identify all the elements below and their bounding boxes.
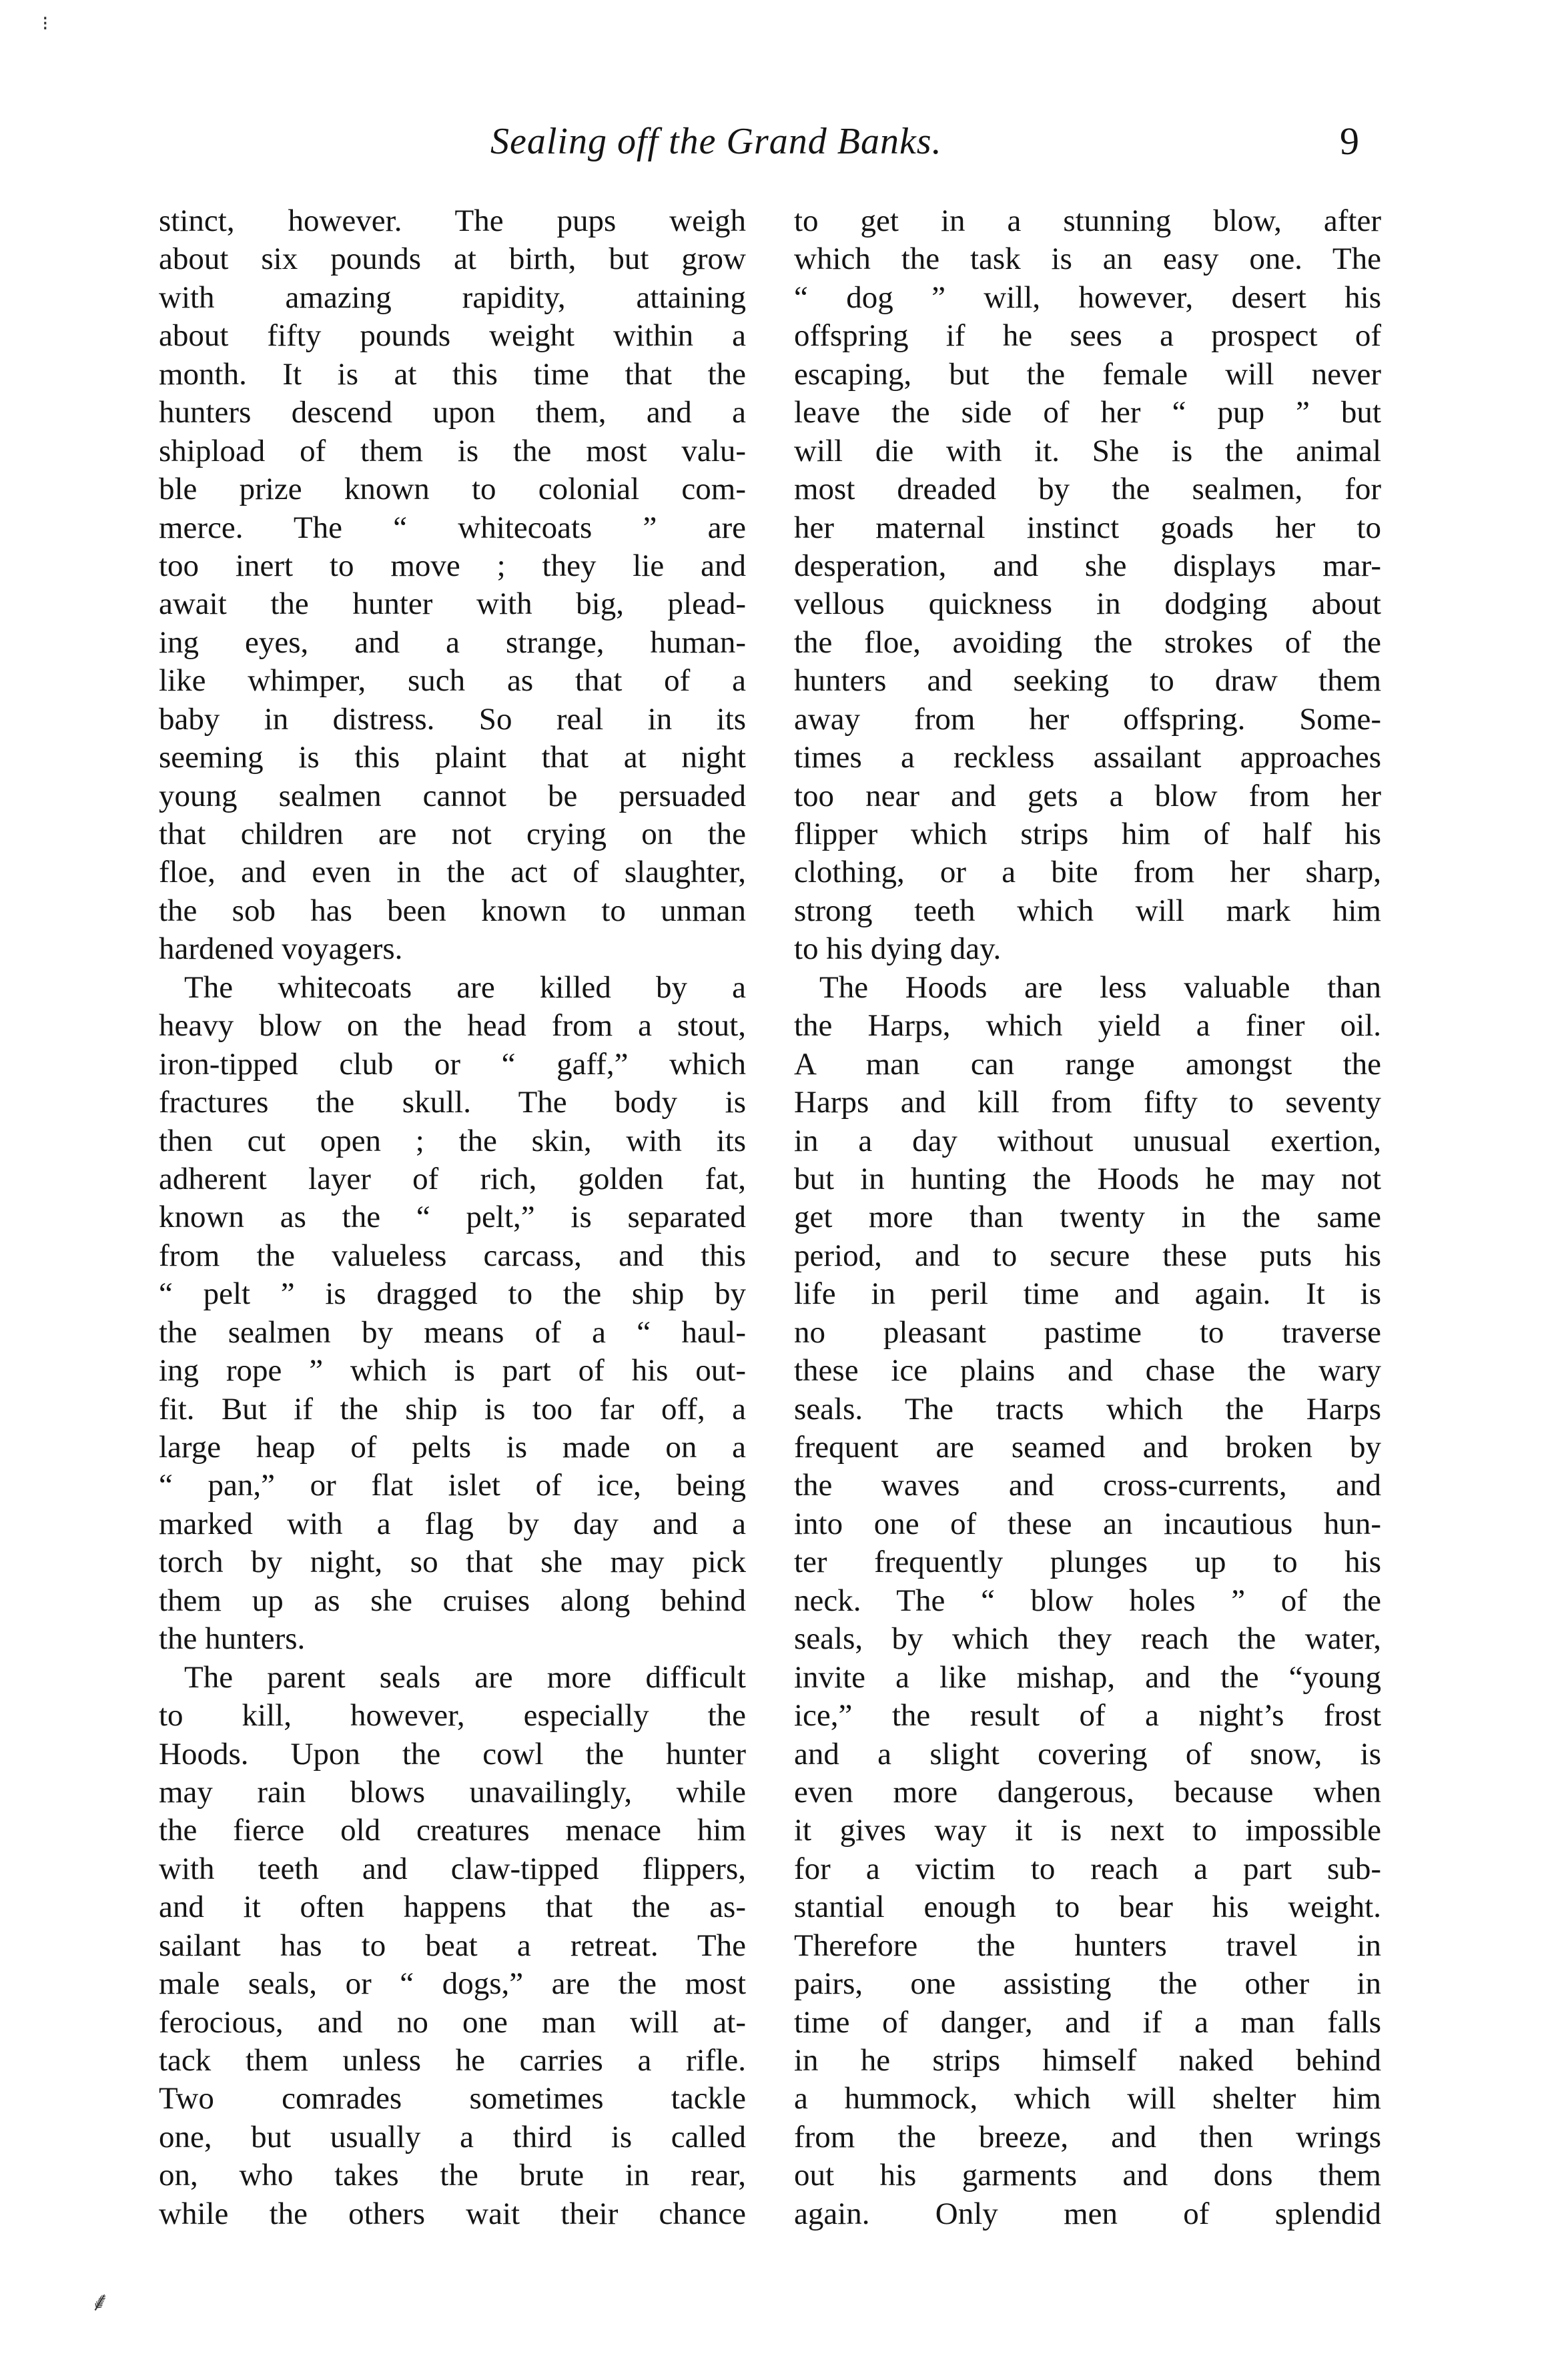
- text-line: and a slight covering of snow, is: [794, 1736, 1381, 1771]
- text-line: one, but usually a third is called: [159, 2119, 746, 2154]
- text-line: A man can range amongst the: [794, 1046, 1381, 1082]
- text-line: tack them unless he carries a rifle.: [159, 2043, 746, 2078]
- text-line: will die with it. She is the animal: [794, 433, 1381, 468]
- text-line: and it often happens that the as-: [159, 1890, 746, 1925]
- text-line: most dreaded by the sealmen, for: [794, 472, 1381, 507]
- text-line: adherent layer of rich, golden fat,: [159, 1161, 746, 1196]
- text-line: seals, by which they reach the water,: [794, 1621, 1381, 1657]
- text-line: Therefore the hunters travel in: [794, 1928, 1381, 1963]
- text-line: large heap of pelts is made on a: [159, 1430, 746, 1465]
- text-line: invite a like mishap, and the “young: [794, 1659, 1381, 1695]
- text-line: escaping, but the female will never: [794, 356, 1381, 392]
- text-line: it gives way it is next to impossible: [794, 1813, 1381, 1848]
- text-line: heavy blow on the head from a stout,: [159, 1008, 746, 1044]
- page-number: 9: [1340, 119, 1359, 163]
- text-line: floe, and even in the act of slaughter,: [159, 855, 746, 890]
- text-line: The parent seals are more difficult: [184, 1659, 746, 1695]
- page-header: [0, 115, 1552, 175]
- text-line: marked with a flag by day and a: [159, 1506, 746, 1541]
- text-line: stantial enough to bear his weight.: [794, 1890, 1381, 1925]
- text-line: with teeth and claw-tipped flippers,: [159, 1851, 746, 1886]
- text-line: too near and gets a blow from her: [794, 778, 1381, 813]
- text-line: “ pan,” or flat islet of ice, being: [159, 1468, 746, 1503]
- text-line: pairs, one assisting the other in: [794, 1966, 1381, 2002]
- text-line: flipper which strips him of half his: [794, 817, 1381, 851]
- text-line: iron-tipped club or “ gaff,” which: [159, 1046, 746, 1082]
- text-line: seeming is this plaint that at night: [159, 740, 746, 775]
- text-line: vellous quickness in dodging about: [794, 586, 1381, 622]
- text-line: in a day without unusual exertion,: [794, 1123, 1381, 1158]
- text-line: to his dying day.: [794, 931, 1002, 967]
- text-line: offspring if he sees a prospect of: [794, 318, 1381, 354]
- text-line: for a victim to reach a part sub-: [794, 1851, 1381, 1886]
- text-line: away from her offspring. Some-: [794, 701, 1381, 737]
- text-line: seals. The tracts which the Harps: [794, 1391, 1381, 1427]
- text-line: hunters and seeking to draw them: [794, 663, 1381, 699]
- text-line: baby in distress. So real in its: [159, 701, 746, 737]
- text-line: young sealmen cannot be persuaded: [159, 778, 746, 813]
- text-line: Harps and kill from fifty to seventy: [794, 1085, 1381, 1120]
- text-line: period, and to secure these puts his: [794, 1238, 1381, 1273]
- text-line: too inert to move ; they lie and: [159, 548, 746, 583]
- text-line: a hummock, which will shelter him: [794, 2081, 1381, 2116]
- text-line: hardened voyagers.: [159, 931, 403, 967]
- text-line: from the valueless carcass, and this: [159, 1238, 746, 1273]
- text-line: stinct, however. The pups weigh: [159, 204, 746, 238]
- text-line: month. It is at this time that the: [159, 356, 746, 392]
- text-line: these ice plains and chase the wary: [794, 1353, 1381, 1389]
- text-line: fit. But if the ship is too far off, a: [159, 1391, 746, 1427]
- right-text-column: [794, 202, 1381, 2233]
- text-line: that children are not crying on the: [159, 817, 746, 851]
- text-line: but in hunting the Hoods he may not: [794, 1161, 1381, 1196]
- text-line: The whitecoats are killed by a: [184, 969, 746, 1005]
- text-line: ble prize known to colonial com-: [159, 472, 746, 507]
- text-line: await the hunter with big, plead-: [159, 586, 746, 622]
- text-line: “ pelt ” is dragged to the ship by: [159, 1276, 746, 1312]
- text-line: ferocious, and no one man will at-: [159, 2004, 746, 2040]
- text-line: the waves and cross-currents, and: [794, 1468, 1381, 1503]
- text-line: ing rope ” which is part of his out-: [159, 1353, 746, 1389]
- text-line: desperation, and she displays mar-: [794, 548, 1381, 583]
- text-line: may rain blows unavailingly, while: [159, 1774, 746, 1810]
- margin-mark-top: ⁝: [42, 12, 49, 35]
- text-line: times a reckless assailant approaches: [794, 740, 1381, 775]
- text-line: fractures the skull. The body is: [159, 1085, 746, 1120]
- text-line: on, who takes the brute in rear,: [159, 2158, 746, 2193]
- text-line: her maternal instinct goads her to: [794, 510, 1381, 545]
- text-line: while the others wait their chance: [159, 2196, 746, 2231]
- text-line: leave the side of her “ pup ” but: [794, 395, 1381, 430]
- text-line: about fifty pounds weight within a: [159, 318, 746, 354]
- text-line: out his garments and dons them: [794, 2158, 1381, 2193]
- text-line: strong teeth which will mark him: [794, 893, 1381, 928]
- text-line: the sob has been known to unman: [159, 893, 746, 928]
- text-line: neck. The “ blow holes ” of the: [794, 1583, 1381, 1618]
- text-line: merce. The “ whitecoats ” are: [159, 510, 746, 545]
- text-line: ice,” the result of a night’s frost: [794, 1698, 1381, 1733]
- text-line: the floe, avoiding the strokes of the: [794, 625, 1381, 660]
- text-line: male seals, or “ dogs,” are the most: [159, 1966, 746, 2002]
- text-line: even more dangerous, because when: [794, 1774, 1381, 1810]
- left-text-column: [159, 202, 746, 2233]
- text-line: the sealmen by means of a “ haul-: [159, 1314, 746, 1350]
- text-line: The Hoods are less valuable than: [819, 969, 1381, 1005]
- text-line: into one of these an incautious hun-: [794, 1506, 1381, 1541]
- text-line: to kill, however, especially the: [159, 1698, 746, 1733]
- text-line: time of danger, and if a man falls: [794, 2004, 1381, 2040]
- text-line: about six pounds at birth, but grow: [159, 242, 746, 277]
- text-line: from the breeze, and then wrings: [794, 2119, 1381, 2154]
- text-line: ter frequently plunges up to his: [794, 1545, 1381, 1580]
- text-line: Two comrades sometimes tackle: [159, 2081, 746, 2116]
- text-line: then cut open ; the skin, with its: [159, 1123, 746, 1158]
- text-line: sailant has to beat a retreat. The: [159, 1928, 746, 1963]
- text-line: Hoods. Upon the cowl the hunter: [159, 1736, 746, 1771]
- text-line: get more than twenty in the same: [794, 1200, 1381, 1235]
- text-line: again. Only men of splendid: [794, 2196, 1381, 2231]
- text-line: no pleasant pastime to traverse: [794, 1314, 1381, 1350]
- text-line: shipload of them is the most valu-: [159, 433, 746, 468]
- text-line: known as the “ pelt,” is separated: [159, 1200, 746, 1235]
- text-line: clothing, or a bite from her sharp,: [794, 855, 1381, 890]
- text-line: frequent are seamed and broken by: [794, 1430, 1381, 1465]
- text-line: hunters descend upon them, and a: [159, 395, 746, 430]
- text-line: like whimper, such as that of a: [159, 663, 746, 699]
- text-line: them up as she cruises along behind: [159, 1583, 746, 1618]
- text-line: the hunters.: [159, 1621, 306, 1657]
- text-line: the Harps, which yield a finer oil.: [794, 1008, 1381, 1044]
- text-line: in he strips himself naked behind: [794, 2043, 1381, 2078]
- text-line: to get in a stunning blow, after: [794, 204, 1381, 238]
- text-line: life in peril time and again. It is: [794, 1276, 1381, 1312]
- text-line: ing eyes, and a strange, human-: [159, 625, 746, 660]
- running-title: Sealing off the Grand Banks.: [490, 121, 942, 162]
- text-line: which the task is an easy one. The: [794, 242, 1381, 277]
- margin-mark-bottom: ⸙: [90, 2287, 110, 2317]
- text-line: with amazing rapidity, attaining: [159, 280, 746, 315]
- text-line: “ dog ” will, however, desert his: [794, 280, 1381, 315]
- text-line: torch by night, so that she may pick: [159, 1545, 746, 1580]
- text-line: the fierce old creatures menace him: [159, 1813, 746, 1848]
